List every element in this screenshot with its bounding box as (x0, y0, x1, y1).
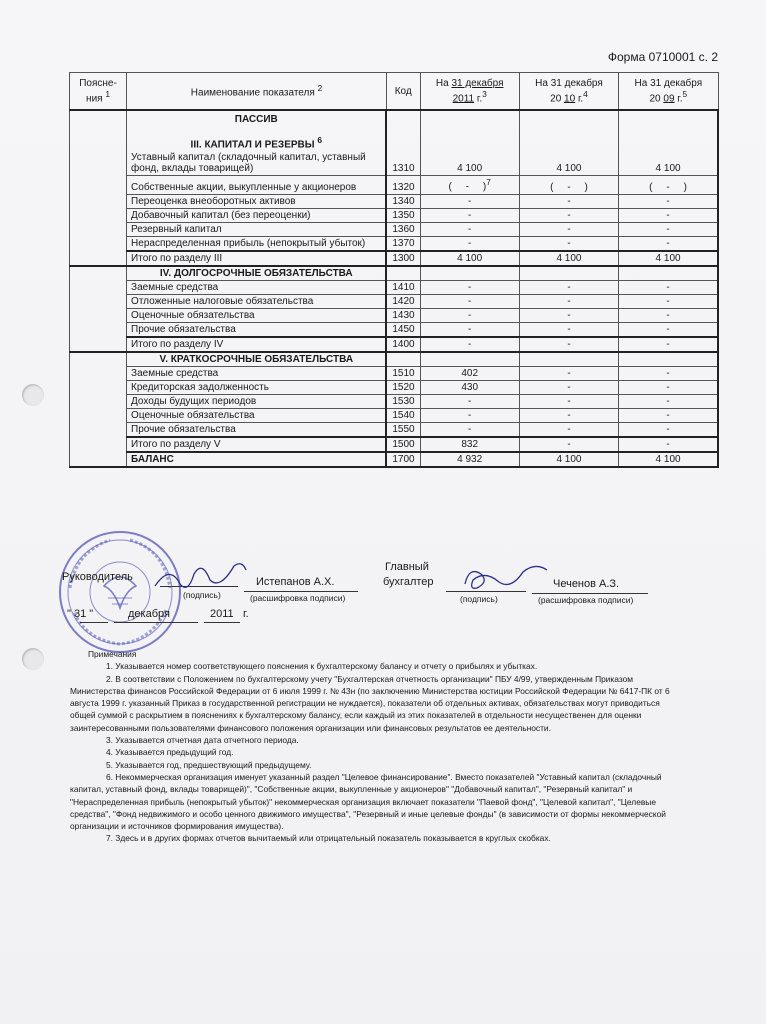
date-day: " 31 " (67, 608, 94, 620)
form-code: Форма 0710001 с. 2 (607, 50, 718, 64)
total-row: Итого по разделу IV 1400 - - - (70, 337, 719, 352)
table-row: Заемные средства 1410 - - - (70, 280, 719, 294)
head-name-line (244, 591, 358, 592)
table-row: Нераспределенная прибыль (непокрытый убыток) 1370 - - - (70, 236, 719, 251)
date-year-line (204, 622, 240, 623)
table-row: Собственные акции, выкупленные у акционеров 1320 ( - )$^7$ ( - ) ( - ) (70, 176, 719, 194)
table-row: Заемные средства 1510 402 - - (70, 366, 719, 380)
header-col2: На 31 декабря 20 10 г.$^4$ (519, 73, 618, 111)
table-row: Оценочные обязательства 1540 - - - (70, 408, 719, 422)
section5-title: V. КРАТКОСРОЧНЫЕ ОБЯЗАТЕЛЬСТВА (127, 352, 387, 367)
table-row: Переоценка внеоборотных активов 1340 - - - (70, 194, 719, 208)
section-row (70, 266, 719, 281)
row-name: Уставный капитал (складочный капитал, уставный фонд, вклады товарищей) (131, 152, 366, 175)
total-row: Итого по разделу III 1300 4 100 4 100 4 100 (70, 251, 719, 266)
date-month-line (114, 622, 198, 623)
table-row: Прочие обязательства 1450 - - - (70, 322, 719, 337)
chief-signature-caption: (подпись) (460, 594, 498, 604)
punch-hole (22, 648, 44, 670)
table-row: Доходы будущих периодов 1530 - - - (70, 394, 719, 408)
note-item: 1. Указывается номер соответствующего пояснения к бухгалтерскому балансу и отчету о прибылях и убытках. (106, 661, 538, 672)
table-row: Отложенные налоговые обязательства 1420 - - - (70, 294, 719, 308)
date-day-line (80, 622, 108, 623)
head-signature-caption: (подпись) (183, 590, 221, 600)
note-item: 5. Указывается год, предшествующий предыдущему. (106, 759, 312, 770)
date-month: декабря (128, 608, 170, 620)
section3-title: III. КАПИТАЛ И РЕЗЕРВЫ $^6$ (190, 135, 322, 151)
head-decode-caption: (расшифровка подписи) (250, 593, 346, 603)
head-label: Руководитель (62, 571, 133, 583)
table-row: Прочие обязательства 1550 - - - (70, 422, 719, 437)
date-year: 2011 (210, 608, 234, 620)
date-suffix: г. (243, 608, 249, 620)
head-name: Истепанов А.Х. (256, 576, 335, 588)
header-col1: На 31 декабря 2011 г.$^3$ (420, 73, 519, 111)
header-name: Наименование показателя $^2$ (127, 73, 387, 111)
table-row: Добавочный капитал (без переоценки) 1350 - - - (70, 208, 719, 222)
note-item: 2. В соответствии с Положением по бухгалтерскому учету "Бухгалтерская отчетность организации" ПБУ 4/99, утвержденным Приказом Министерства финансов Российской Федерации от 6 июля 1999 г. № 43н (по заключению Министерства юстиции Российской Федерации № 6417-ПК от 6 августа 1999 г. указанный Приказ в государственной регистрации не нуждается), показатели об отдельных активах, обязательствах могут приводиться общей суммой с раскрытием в пояснениях к бухгалтерскому балансу, если каждый из этих показателей в отдельности несущественен для оценки заинтересованными пользователями финансового положения организации или финансовых результатов ее деятельности. (70, 673, 670, 733)
table-row: ПАССИВ III. КАПИТАЛ И РЕЗЕРВЫ $^6$ Уставный капитал (складочный капитал, уставный фонд, вклады товарищей) 1310 4 100 4 100 4 100 (70, 110, 719, 176)
section-liabilities-header: ПАССИВ (234, 114, 278, 125)
chief-signature-scribble (455, 560, 555, 596)
punch-hole (22, 384, 44, 406)
note-item: 7. Здесь и в других формах отчетов вычитаемый или отрицательный показатель показывается в круглых скобках. (106, 833, 551, 844)
notes-title: Примечания (88, 649, 137, 659)
table-header-row (70, 73, 719, 111)
chief-label-2: бухгалтер (383, 576, 434, 588)
chief-name-line (532, 593, 648, 594)
footnotes (70, 648, 670, 845)
balance-total-row: БАЛАНС 1700 4 932 4 100 4 100 (70, 452, 719, 467)
chief-decode-caption: (расшифровка подписи) (538, 595, 634, 605)
section-row (70, 352, 719, 367)
note-item: 6. Некоммерческая организация именует указанный раздел "Целевое финансирование". Вместо показателей "Уставный капитал (складочный капитал, уставный фонд, вклады товарищей)", "Собственные акции, выкупленные у акционеров" "Добавочный капитал", "Резервный капитал" и "Нераспределенная прибыль (непокрытый убыток)" некоммерческая организация включает показатели "Паевой фонд", "Целевой капитал", "Целевые средства", "Фонд недвижимого и особо ценного движимого имущества", "Резервный и иные целевые фонды" (в зависимости от формы некоммерческой организации и источников формирования имущества). (70, 771, 666, 832)
note-item: 4. Указывается предыдущий год. (106, 747, 234, 758)
table-row: Резервный капитал 1360 - - - (70, 222, 719, 236)
table-row: Оценочные обязательства 1430 - - - (70, 308, 719, 322)
chief-label-1: Главный (385, 561, 429, 573)
chief-name: Чеченов А.З. (553, 578, 620, 590)
header-col3: На 31 декабря 20 09 г.$^5$ (619, 73, 718, 111)
balance-table (69, 72, 719, 468)
table-row: Кредиторская задолженность 1520 430 - - (70, 380, 719, 394)
header-notes: Поясне-ния $^1$ (70, 73, 127, 111)
header-code: Код (386, 73, 420, 111)
section4-title: IV. ДОЛГОСРОЧНЫЕ ОБЯЗАТЕЛЬСТВА (127, 266, 387, 281)
note-item: 3. Указывается отчетная дата отчетного периода. (106, 735, 299, 746)
total-row: Итого по разделу V 1500 832 - - (70, 437, 719, 452)
